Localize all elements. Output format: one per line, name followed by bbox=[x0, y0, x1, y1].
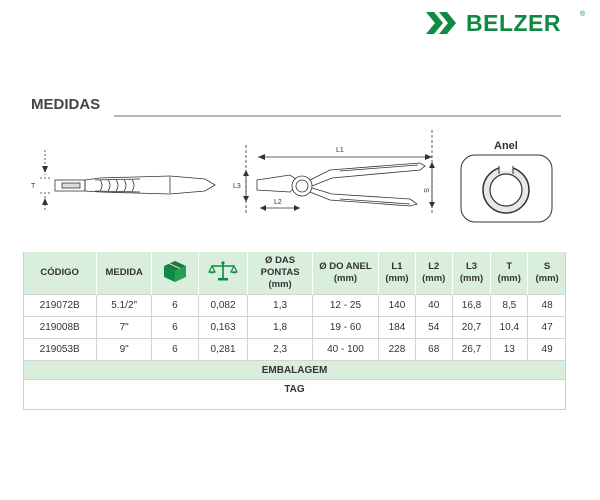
label-l1: L1 bbox=[336, 147, 344, 154]
cell-t: 13 bbox=[491, 339, 528, 361]
header-t-line2: (mm) bbox=[497, 273, 521, 284]
tag-label: TAG bbox=[23, 380, 566, 399]
header-l3-line1: L3 bbox=[465, 261, 478, 272]
cell-t: 8,5 bbox=[491, 295, 528, 317]
cell-s: 49 bbox=[528, 339, 566, 361]
spec-table bbox=[23, 252, 566, 398]
scale-icon bbox=[208, 260, 238, 282]
cell-l1: 140 bbox=[379, 295, 416, 317]
cell-l3: 26,7 bbox=[452, 339, 491, 361]
label-s: S bbox=[422, 188, 429, 193]
header-t-line1: T bbox=[506, 261, 513, 272]
header-anel-line2: (mm) bbox=[333, 273, 358, 284]
header-l3 bbox=[452, 252, 491, 295]
header-l2 bbox=[415, 252, 452, 295]
tag-row bbox=[23, 380, 566, 399]
cell-anel: 12 - 25 bbox=[312, 295, 378, 317]
header-medida: MEDIDA bbox=[97, 252, 152, 295]
cell-medida: 9" bbox=[97, 339, 152, 361]
cell-qtd: 6 bbox=[152, 295, 199, 317]
embalagem-row bbox=[23, 361, 566, 380]
cell-anel: 19 - 60 bbox=[312, 317, 378, 339]
cell-l2: 40 bbox=[415, 295, 452, 317]
ring-drawing bbox=[461, 155, 552, 222]
cell-l2: 54 bbox=[415, 317, 452, 339]
table-header-row bbox=[23, 252, 566, 295]
header-l2-line2: (mm) bbox=[422, 273, 446, 284]
table-row bbox=[23, 317, 566, 339]
cell-s: 48 bbox=[528, 295, 566, 317]
cell-l1: 184 bbox=[379, 317, 416, 339]
header-l1-line2: (mm) bbox=[385, 273, 409, 284]
label-l2: L2 bbox=[274, 199, 282, 206]
cell-pontas: 1,8 bbox=[248, 317, 313, 339]
table-row bbox=[23, 295, 566, 317]
cell-t: 10,4 bbox=[491, 317, 528, 339]
cell-peso: 0,281 bbox=[198, 339, 248, 361]
header-pontas-line1: Ø DAS bbox=[265, 255, 296, 266]
header-codigo: CÓDIGO bbox=[23, 252, 97, 295]
cell-l3: 20,7 bbox=[452, 317, 491, 339]
header-s bbox=[528, 252, 566, 295]
header-s-line2: (mm) bbox=[535, 273, 559, 284]
cell-codigo: 219053B bbox=[23, 339, 97, 361]
cell-l1: 228 bbox=[379, 339, 416, 361]
header-packaging bbox=[152, 252, 199, 295]
cell-qtd: 6 bbox=[152, 339, 199, 361]
header-l2-line1: L2 bbox=[428, 261, 440, 272]
side-view-drawing bbox=[40, 150, 215, 212]
cell-anel: 40 - 100 bbox=[312, 339, 378, 361]
embalagem-label: EMBALAGEM bbox=[23, 361, 566, 380]
top-view-drawing bbox=[243, 130, 435, 215]
section-title: MEDIDAS bbox=[31, 96, 101, 113]
header-l1-line1: L1 bbox=[391, 261, 403, 272]
header-pontas-line2: PONTAS (mm) bbox=[260, 267, 300, 290]
cell-pontas: 2,3 bbox=[248, 339, 313, 361]
header-t bbox=[491, 252, 528, 295]
header-l3-line2: (mm) bbox=[459, 273, 484, 284]
cell-s: 47 bbox=[528, 317, 566, 339]
header-weight bbox=[198, 252, 248, 295]
ring-label: Anel bbox=[494, 140, 518, 152]
header-s-line1: S bbox=[543, 261, 551, 272]
cell-medida: 5.1/2" bbox=[97, 295, 152, 317]
cell-codigo: 219072B bbox=[23, 295, 97, 317]
label-t: T bbox=[31, 183, 36, 190]
table-row bbox=[23, 339, 566, 361]
cell-codigo: 219008B bbox=[23, 317, 97, 339]
label-l3: L3 bbox=[233, 183, 241, 190]
brand-name: BELZER bbox=[466, 10, 561, 36]
cell-medida: 7" bbox=[97, 317, 152, 339]
brand-registered-mark: ® bbox=[580, 11, 586, 18]
cell-peso: 0,082 bbox=[198, 295, 248, 317]
header-anel-line1: Ø DO ANEL bbox=[319, 261, 372, 272]
cell-qtd: 6 bbox=[152, 317, 199, 339]
header-pontas bbox=[248, 252, 313, 295]
cell-l3: 16,8 bbox=[452, 295, 491, 317]
header-anel bbox=[312, 252, 378, 295]
cell-pontas: 1,3 bbox=[248, 295, 313, 317]
box-icon bbox=[162, 259, 188, 283]
header-l1 bbox=[379, 252, 416, 295]
cell-peso: 0,163 bbox=[198, 317, 248, 339]
cell-l2: 68 bbox=[415, 339, 452, 361]
